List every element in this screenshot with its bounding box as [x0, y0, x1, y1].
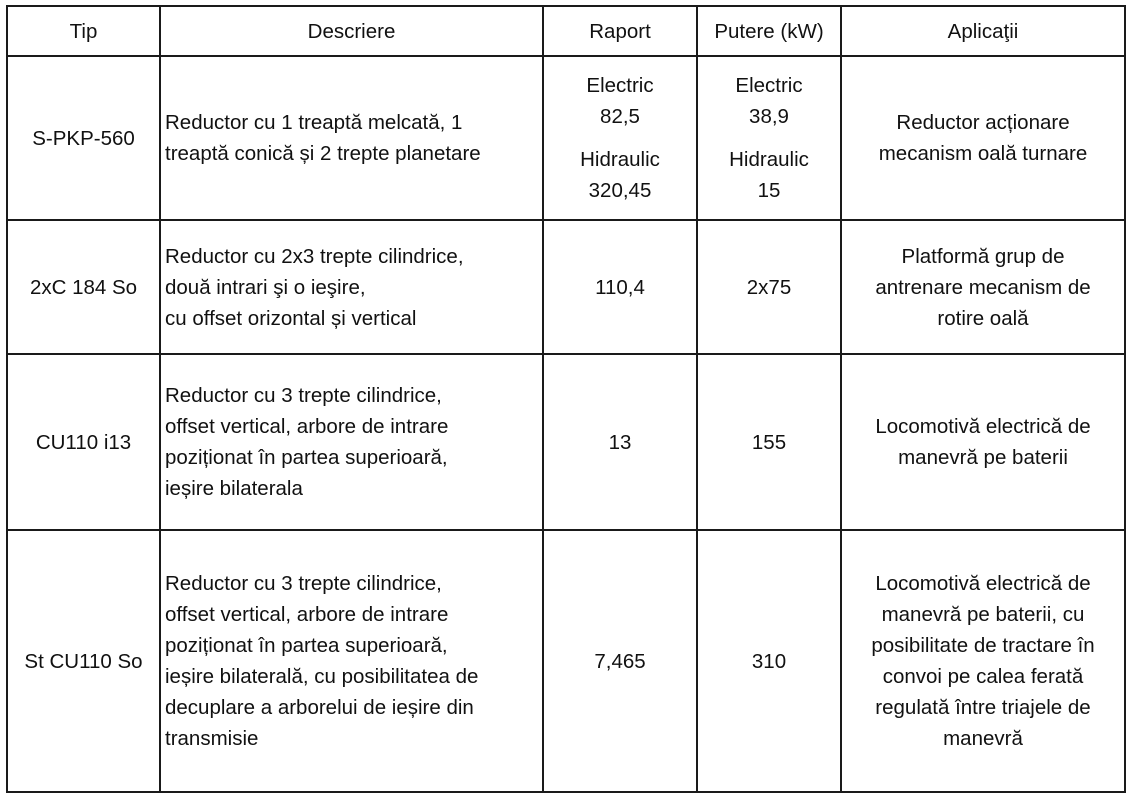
descriere-line: cu offset orizontal și vertical: [165, 306, 417, 330]
aplicatii-line: Locomotivă electrică de: [875, 572, 1091, 595]
raport-hidraulic-value: 320,45: [588, 179, 652, 202]
cell-descriere: [160, 354, 543, 530]
aplicatii-line: manevră: [943, 727, 1023, 750]
descriere-line: Reductor cu 3 trepte cilindrice,: [165, 384, 442, 407]
raport-hidraulic-label: Hidraulic: [580, 148, 660, 171]
header-raport: Raport: [543, 6, 697, 56]
aplicatii-line: posibilitate de tractare în: [871, 634, 1095, 657]
cell-descriere: [160, 220, 543, 354]
descriere-line: offset vertical, arbore de intrare: [165, 603, 449, 626]
cell-aplicatii: [841, 354, 1125, 530]
cell-raport: [543, 56, 697, 220]
cell-putere: [697, 56, 841, 220]
cell-aplicatii: [841, 530, 1125, 792]
aplicatii-line: Locomotivă electrică de: [875, 415, 1091, 438]
cell-putere: 155: [697, 354, 841, 530]
aplicatii-line: antrenare mecanism de: [875, 275, 1091, 299]
descriere-line: poziționat în partea superioară,: [165, 634, 448, 657]
header-aplicatii: Aplicaţii: [841, 6, 1125, 56]
descriere-line: offset vertical, arbore de intrare: [165, 415, 449, 438]
putere-electric-label: Electric: [735, 74, 803, 97]
cell-tip: S-PKP-560: [7, 56, 160, 220]
cell-aplicatii: [841, 56, 1125, 220]
descriere-line: decuplare a arborelui de ieșire din: [165, 696, 474, 719]
raport-electric-value: 82,5: [600, 105, 640, 128]
header-descriere: Descriere: [160, 6, 543, 56]
cell-putere: 2x75: [697, 220, 841, 354]
descriere-line: ieșire bilaterală, cu posibilitatea de: [165, 665, 479, 688]
descriere-line: Reductor cu 2x3 trepte cilindrice,: [165, 244, 464, 268]
cell-raport: 7,465: [543, 530, 697, 792]
descriere-line: ieșire bilaterala: [165, 477, 303, 500]
cell-putere: 310: [697, 530, 841, 792]
table-row: [7, 220, 1125, 354]
cell-tip: 2xC 184 So: [7, 220, 160, 354]
cell-tip: St CU110 So: [7, 530, 160, 792]
aplicatii-line: manevră pe baterii: [898, 446, 1068, 469]
cell-descriere: [160, 56, 543, 220]
cell-raport: 13: [543, 354, 697, 530]
aplicatii-line: Platformă grup de: [901, 244, 1065, 268]
cell-aplicatii: [841, 220, 1125, 354]
cell-raport: 110,4: [543, 220, 697, 354]
aplicatii-line: rotire oală: [937, 306, 1029, 330]
aplicatii-line: regulată între triajele de: [875, 696, 1091, 719]
descriere-line: două intrari şi o ieşire,: [165, 275, 366, 299]
putere-electric-value: 38,9: [749, 105, 789, 128]
aplicatii-line: mecanism oală turnare: [878, 142, 1088, 165]
cell-descriere: [160, 530, 543, 792]
specifications-table: [6, 5, 1126, 793]
raport-electric-label: Electric: [586, 74, 654, 97]
descriere-line: transmisie: [165, 727, 259, 750]
putere-hidraulic-label: Hidraulic: [729, 148, 809, 171]
table-row: [7, 530, 1125, 792]
aplicatii-line: Reductor acționare: [896, 111, 1070, 134]
descriere-line: Reductor cu 3 trepte cilindrice,: [165, 572, 442, 595]
header-putere: Putere (kW): [697, 6, 841, 56]
putere-hidraulic-value: 15: [757, 179, 781, 202]
table-header-row: [7, 6, 1125, 56]
descriere-line: poziționat în partea superioară,: [165, 446, 448, 469]
header-tip: Tip: [7, 6, 160, 56]
cell-tip: CU110 i13: [7, 354, 160, 530]
table-row: [7, 56, 1125, 220]
descriere-line: Reductor cu 1 treaptă melcată, 1: [165, 111, 463, 134]
table-row: [7, 354, 1125, 530]
aplicatii-line: manevră pe baterii, cu: [881, 603, 1085, 626]
aplicatii-line: convoi pe calea ferată: [882, 665, 1084, 688]
descriere-line: treaptă conică și 2 trepte planetare: [165, 142, 481, 165]
